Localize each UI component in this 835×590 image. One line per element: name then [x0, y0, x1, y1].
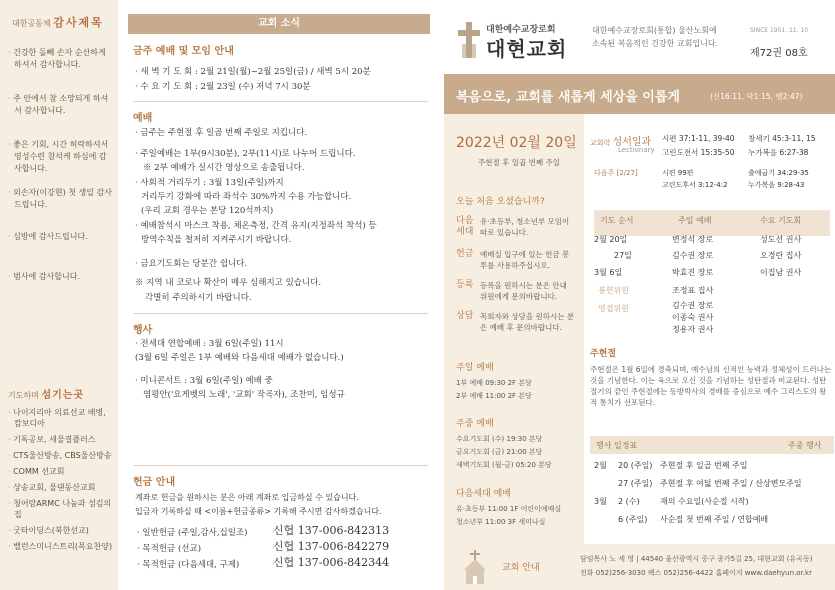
account-name: · 목적헌금 (다음세대, 구제): [137, 560, 240, 570]
divider: [133, 465, 428, 466]
news-line: 각별히 주의하시기 바랍니다.: [145, 293, 252, 303]
section-title: 헌금 안내: [133, 477, 176, 488]
news-line: (3월 6일 주일은 1부 예배와 다음세대 예배가 없습니다.): [135, 353, 344, 363]
table-cell: 정용자 권사: [672, 325, 714, 334]
account-number: 신협 137-006-842279: [273, 540, 390, 553]
visitor-item: 다음 세대 유·초등부, 청소년부 모임이 따로 있습니다.: [456, 216, 570, 237]
theme-banner: [444, 74, 835, 114]
service-date: 2022년 02월 20일: [456, 135, 577, 151]
church-intro: 대한예수교장로회(통합) 울산노회에 소속된 복음적인 건강한 교회입니다.: [592, 26, 719, 48]
church-denomination: 대한예수교장로회: [486, 25, 556, 35]
worship-line: 금요기도회 (금) 21:00 본당: [456, 448, 543, 456]
schedule-event: 재의 수요일(사순절 시작): [660, 497, 749, 506]
epiphany-title: 주현절: [590, 349, 617, 359]
list-item: · 외손자(이강현) 첫 생일 감사드립니다.: [8, 187, 114, 211]
account-number: 신협 137-006-842344: [273, 556, 390, 569]
divider: [133, 101, 428, 102]
news-line: 계좌로 헌금을 원하시는 분은 아래 계좌로 입금하실 수 있습니다.: [135, 493, 359, 502]
table-cell: 김수권 장로: [672, 301, 714, 310]
news-line: 입금자 기록하실 때 <이름+헌금종류> 기록해 주시면 감사하겠습니다.: [135, 507, 382, 516]
list-item: · 심방에 감사드립니다.: [8, 231, 114, 243]
banner-ref: (신16:11, 막1:15, 행2:47): [710, 92, 803, 101]
cross-logo-icon: [456, 20, 482, 60]
worship-line: 새벽기도회 (월-금) 05:20 본당: [456, 461, 552, 469]
reading: 고린도후서 3:12-4:2: [662, 181, 728, 189]
visitor-item: 상담 목회자와 상담을 원하시는 분은 예배 후 문의바랍니다.: [456, 311, 575, 332]
section-title: 행사: [133, 325, 153, 336]
list-item: · 좋은 기회, 시간 허락하셔서 영성수련 참석케 하심에 감사합니다.: [8, 139, 114, 175]
footer-label: 교회 안내: [502, 563, 540, 573]
news-line: 거리두기 강화에 따라 좌석수 30%까지 수용 가능합니다.: [141, 192, 352, 202]
table-cell: 박효진 장로: [672, 268, 714, 277]
lectionary-en: Lectionary: [618, 146, 655, 154]
worship-line: 2부 예배 11:00 2F 본당: [456, 392, 532, 400]
church-name: 대현교회: [486, 37, 568, 61]
table-cell: 조정표 집사: [672, 286, 714, 295]
visitor-item: 헌금 예배실 입구에 있는 헌금 봉투를 사용하주십시오.: [456, 249, 570, 270]
visitor-item: 등록 등록을 원하시는 분은 안내 위원에게 문의바랍니다.: [456, 280, 567, 301]
table-cell: 김수권 장로: [672, 251, 714, 260]
table-cell: 이종숙 권사: [672, 313, 714, 322]
table-cell: 오경란 집사: [760, 251, 802, 260]
table-cell: 변정석 장로: [672, 235, 714, 244]
reading: 시편 37:1-11, 39-40: [662, 134, 735, 143]
list-item: · 굿타이딩스(북한선교): [8, 525, 114, 536]
issue-number: 제72권 08호: [750, 48, 808, 59]
schedule-date: 27 (주일): [618, 479, 653, 488]
table-row: 2월 20일: [594, 235, 628, 244]
lectionary-label: 교회력 성서일과: [590, 137, 652, 148]
list-item: · 밸런스미니스트리(목요찬양): [8, 541, 114, 552]
schedule-date: 6 (주일): [618, 515, 648, 524]
left-column: [0, 0, 118, 590]
schedule-event: 주현절 후 여덟 번째 주일 / 산상변모주일: [660, 479, 802, 488]
prayer-order-header: 기도 순서 주일 예배 수요 기도회: [594, 210, 830, 236]
section-title: 금주 예배 및 모임 안내: [133, 46, 234, 57]
schedule-date: 20 (주일): [618, 461, 653, 470]
worship-line: 1부 예배 09:30 2F 본당: [456, 379, 532, 387]
since-label: SINCE 1951. 11. 10: [750, 27, 809, 34]
account-number: 신협 137-006-842313: [273, 524, 390, 537]
divider: [133, 313, 428, 314]
news-line: 염평안('요게벳의 노래', '교회' 작곡자), 조찬미, 임성규: [143, 390, 345, 400]
list-item: · 나이지리아 의료선교 배병, 캄보디아: [8, 407, 114, 429]
church-building-icon: [458, 550, 492, 586]
visitor-title: 오늘 처음 오셨습니까?: [456, 197, 545, 207]
table-row: 봉헌위원: [598, 286, 629, 295]
list-item: · COMM 선교회: [8, 466, 114, 477]
table-row: 영접위원: [598, 304, 629, 313]
sunday-worship-title: 주일 예배: [456, 363, 494, 373]
thanks-title: 대한공동체 감사제목: [12, 16, 104, 29]
reading: 누가복음 9:28-43: [748, 181, 805, 189]
news-line: ※ 지역 내 코로나 확산이 매우 심해지고 있습니다.: [135, 278, 322, 288]
list-item: · CTS울산방송, CBS울산방송: [8, 450, 114, 461]
news-line: · 금요기도회는 당분간 쉽니다.: [135, 259, 248, 269]
table-cell: 성도선 권사: [760, 235, 802, 244]
schedule-event: 사순절 첫 번째 주일 / 연합예배: [660, 515, 769, 524]
footer: [444, 544, 835, 590]
news-line: 방역수칙을 철저히 지켜주시기 바랍니다.: [141, 235, 292, 245]
bulletin-front: [444, 0, 835, 590]
service-subtitle: 주현절 후 일곱 번째 주일: [478, 158, 560, 167]
news-line: · 주일예배는 1부(9시30분), 2부(11시)로 나누어 드립니다.: [135, 149, 356, 159]
reading: 누가복음 6:27-38: [748, 148, 809, 157]
news-line: ※ 2부 예배가 실시간 영상으로 송출됩니다.: [143, 163, 305, 173]
reading: 출애굽기 34:29-35: [748, 169, 809, 177]
thanks-list: [8, 47, 114, 298]
list-item: · 주 안에서 참 소망되게 하셔서 감사합니다.: [8, 93, 114, 117]
news-line: · 수 요 기 도 회 : 2월 23일 (수) 저녁 7시 30분: [135, 82, 311, 92]
footer-address: 담임목사 노 세 영 | 44540 울산광역시 중구 종가5길 25, 대현교회 (유곡동): [580, 555, 813, 563]
news-line: · 전세대 연합예배 : 3월 6일(주일) 11시: [135, 339, 284, 349]
epiphany-text: 주현절은 1월 6일에 경축되며, 예수님의 신적인 능력과 정체성이 드러나는 것을 기념한다. 이는 육으로 오신 것을 기념하는 성탄절과 비교된다. 성탄절기의 끝인 주현절에는 동방박사의 경배를 중심으로 예수 그리스도의 왕적 통치가 선포된다.: [590, 365, 832, 407]
news-line: · 새 벽 기 도 회 : 2월 21일(월)~2월 25일(금) / 새벽 5시 20분: [135, 67, 371, 77]
list-item: · 청어람ARMC 나눔과 섬김의 집: [8, 498, 114, 520]
reading: 고린도전서 15:35-50: [662, 148, 735, 157]
worship-line: 유·초등부 11:00 1F 어린이예배실: [456, 505, 562, 513]
table-row: 3월 6일: [594, 268, 623, 277]
list-item: · 상송교회, 물댄동산교회: [8, 482, 114, 493]
list-item: · 범사에 감사합니다.: [8, 271, 114, 283]
weekday-worship-title: 주중 예배: [456, 419, 494, 429]
list-item: · 건강한 돌뻬 손자 순산하게 하셔서 감사합니다.: [8, 47, 114, 71]
pray-list: [8, 386, 114, 557]
news-line: (우리 교회 경우는 본당 120석까지): [141, 206, 274, 216]
church-news: [128, 0, 430, 590]
next-week-label: 다음주 [2/27]: [594, 169, 638, 177]
schedule-month: 2월: [594, 461, 607, 470]
nextgen-worship-title: 다음세대 예배: [456, 489, 512, 499]
schedule-month: 3월: [594, 497, 607, 506]
list-item: · 기독공보, 새물결플러스: [8, 434, 114, 445]
news-line: · 예배참석시 마스크 착용, 체온측정, 간격 유지(지정좌석 착석) 등: [135, 221, 377, 231]
news-line: · 금주는 주현절 후 일곱 번째 주일로 지킵니다.: [135, 128, 308, 138]
schedule-header: 행사 일정표 주중 행사: [590, 436, 834, 454]
worship-line: 수요기도회 (수) 19:30 본당: [456, 435, 543, 443]
news-line: · 사회적 거리두기 : 3월 13일(주일)까지: [135, 178, 284, 188]
table-row: 27일: [614, 251, 632, 260]
table-cell: 이집남 권사: [760, 268, 802, 277]
schedule-event: 주현절 후 일곱 번째 주일: [660, 461, 748, 470]
reading: 시편 99편: [662, 169, 694, 177]
news-line: · 미니콘서트 : 3월 6일(주일) 예배 중: [135, 376, 273, 386]
account-name: · 일반헌금 (주일,감사,십일조): [137, 528, 248, 538]
news-header: 교회 소식: [128, 14, 430, 34]
footer-contact: 전화 052)256-3030 팩스 052)256-4422 홈페이지 www.daehyun.or.kr: [580, 569, 812, 577]
banner-text: 복음으로, 교회를 새롭게 세상을 이롭게: [456, 90, 680, 105]
schedule-date: 2 (수): [618, 497, 640, 506]
worship-line: 청소년부 11:00 3F 세미나실: [456, 518, 546, 526]
reading: 창세기 45:3-11, 15: [748, 134, 816, 143]
section-title: 예배: [133, 113, 153, 124]
account-name: · 목적헌금 (선교): [137, 544, 202, 554]
pray-title: 기도하며 섬기는곳: [8, 390, 85, 401]
